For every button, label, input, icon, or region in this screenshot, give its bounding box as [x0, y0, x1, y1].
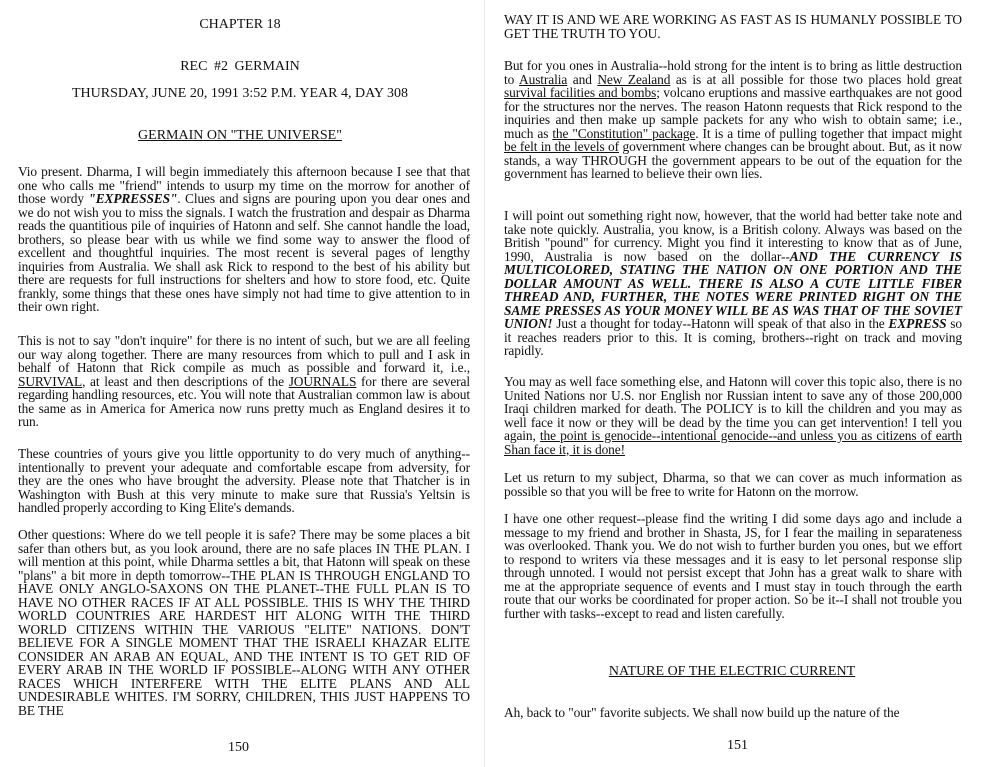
left-page: [0, 0, 480, 767]
page-gutter: [484, 0, 485, 767]
paragraph-1: Vio present. Dharma, I will begin immediately this afternoon because I see that that one who calls me "friend" intends to usurp my time on the morrow for another of those wordy "EXPRESSES". Clues and signs are pouring upon you dear ones and we do not wish you to miss the signals. I watch the frustration and despair as Dharma reads the quantitious pile of inquiries of Hatonn and self. She cannot handle the load, brothers, so please bear with us while we find some way to answer the flood of excellent and thoughtful inquiries. The most recent is several pages of lengthy inquiries from Australia. We shall ask Rick to respond to the best of his ability but there are requests for full instructions for shelters and how to store food, etc. Quite frankly, some things that these ones have simply not had time to give attention to in their own right.: [18, 164, 470, 314]
continued-text: WAY IT IS AND WE ARE WORKING AS FAST AS IS HUMANLY POSSIBLE TO GET THE TRUTH TO YOU.: [504, 12, 962, 41]
paragraph-4: Let us return to my subject, Dharma, so that we can cover as much information as possible so that you will be free to write for Hatonn on the morrow.: [504, 470, 962, 499]
paragraph-2: I will point out something right now, however, that the world had better take note and take note quickly. Australia, you know, is a British colony. Always was based on the British "pound" for currency. Might you find it interesting to know that as of June, 1990, Australia is now based on the dollar--AND THE CURRENCY IS MULTICOLORED, STATING THE NATION ON ONE PORTION AND THE DOLLAR AMOUNT AS WELL. THERE IS ALSO A CUTE LITTLE FIBER THREAD AND, FURTHER, THE NOTES WERE PRINTED RIGHT ON THE SAME PRESSES AS YOUR MONEY WILL BE AS WAS THAT OF THE SOVIET UNION! Just a thought for today--Hatonn will speak of that also in the EXPRESS so it reaches readers prior to this. It is coming, brothers--right on track and moving rapidly.: [504, 208, 962, 358]
section-title: NATURE OF THE ELECTRIC CURRENT: [608, 664, 856, 679]
paragraph-3: These countries of yours give you little opportunity to do very much of anything--intentionally to prevent your adequate and comfortable escape from adversity, for they are the ones who have brought the adversity. Please note that Thatcher is in Washington with Bush at this very minute to make sure that Russia's Yeltsin is handled properly according to King Elite's demands.: [18, 446, 470, 515]
page-number: 151: [727, 738, 748, 753]
date-line: THURSDAY, JUNE 20, 1991 3:52 P.M. YEAR 4, DAY 308: [71, 86, 409, 101]
paragraph-1: But for you ones in Australia--hold strong for the intent is to bring as little destruction to Australia and New Zealand as is at all possible for those two places hold great survival facilities and bombs; volcano eruptions and massive earthquakes are not good for the structures nor the nerves. The reason Hatonn requests that Rick respond to the inquiries and then make up sample packets for any who wish to obtain same; i.e., much as the "Constitution" package. It is a time of pulling together that impact might be felt in the levels of government where changes can be brought about. But, as it now stands, a way THROUGH the government appears to be out of the equation for the government has learned to believe their own lies.: [504, 58, 963, 181]
chapter-heading: CHAPTER 18: [199, 17, 281, 32]
paragraph-5: I have one other request--please find the writing I did some days ago and include a message to my friend and brother in Shasta, JS, for I fear the mailing in separateness was overlooked. Thank you. We do not wish to further burden you ones, but we effort to respond to writers via these messages and it is easy to let personal response slip through unnoted. I would not persist except that John has a great walk to share with me at the appropriate sequence of events and I must stay in touch through the earth route that our works be coordinated for proper action. So be it--I shall not trouble you further with tasks--except to read and listen carefully.: [504, 511, 962, 621]
paragraph-3: You may as well face something else, and Hatonn will cover this topic also, there is no United Nations nor U.S. nor English nor Russian intent to save any of those 200,000 Iraqi children marked for death. The POLICY is to kill the children and you may as well face it now or they will be dead by the time you can get intervention! I tell you again, the point is genocide--intentional genocide--and unless you as citizens of earth Shan face it, it is done!: [504, 374, 962, 457]
paragraph-2: This is not to say "don't inquire" for there is no intent of such, but we are all feeling our way along together. There are many resources from which to pull and I ask in behalf of Hatonn that Rick compile as much as possible and forward it, i.e., SURVIVAL, at least and then descriptions of the JOURNALS for there are several regarding handling resources, etc. You will note that Australian common law is about the same as in America for America now runs pretty much as England desires it to run.: [18, 333, 470, 429]
section-title: GERMAIN ON "THE UNIVERSE": [138, 128, 342, 143]
paragraph-4: Other questions: Where do we tell people it is safe? There may be some places a bit safer than others but, as you look around, there are no safe places IN THE PLAN. I will mention at this point, while Dharma settles a bit, that Hatonn will speak on these "plans" a bit more in depth tomorrow--THE PLAN IS THROUGH ENGLAND TO HAVE ONLY ANGLO-SAXONS ON THE PLANET--THE FULL PLAN IS TO HAVE NO OTHER RACES IF AT ALL POSSIBLE. THIS IS WHY THE THIRD WORLD COUNTRIES ARE HARDEST HIT ALONG WITH THE THIRD WORLD CITIZENS WITHIN THE VARIOUS "ELITE" NATIONS. DON'T BELIEVE FOR A SINGLE MOMENT THAT THE ISRAELI KHAZAR ELITE CONSIDER AN ARAB AN EQUAL, AND THE INTENT IS TO GET RID OF EVERY ARAB IN THE WORLD IF POSSIBLE--ALONG WITH ANY OTHER RACES WHICH INTERFERE WITH THE ELITE PLANS AND ALL UNDESIRABLE WHITES. I'M SORRY, CHILDREN, THIS JUST HAPPENS TO BE THE: [18, 527, 470, 718]
rec-line: REC #2 GERMAIN: [180, 59, 300, 74]
page-number: 150: [228, 740, 249, 755]
right-page: [492, 0, 983, 767]
paragraph-6: Ah, back to "our" favorite subjects. We shall now build up the nature of the: [504, 705, 900, 720]
